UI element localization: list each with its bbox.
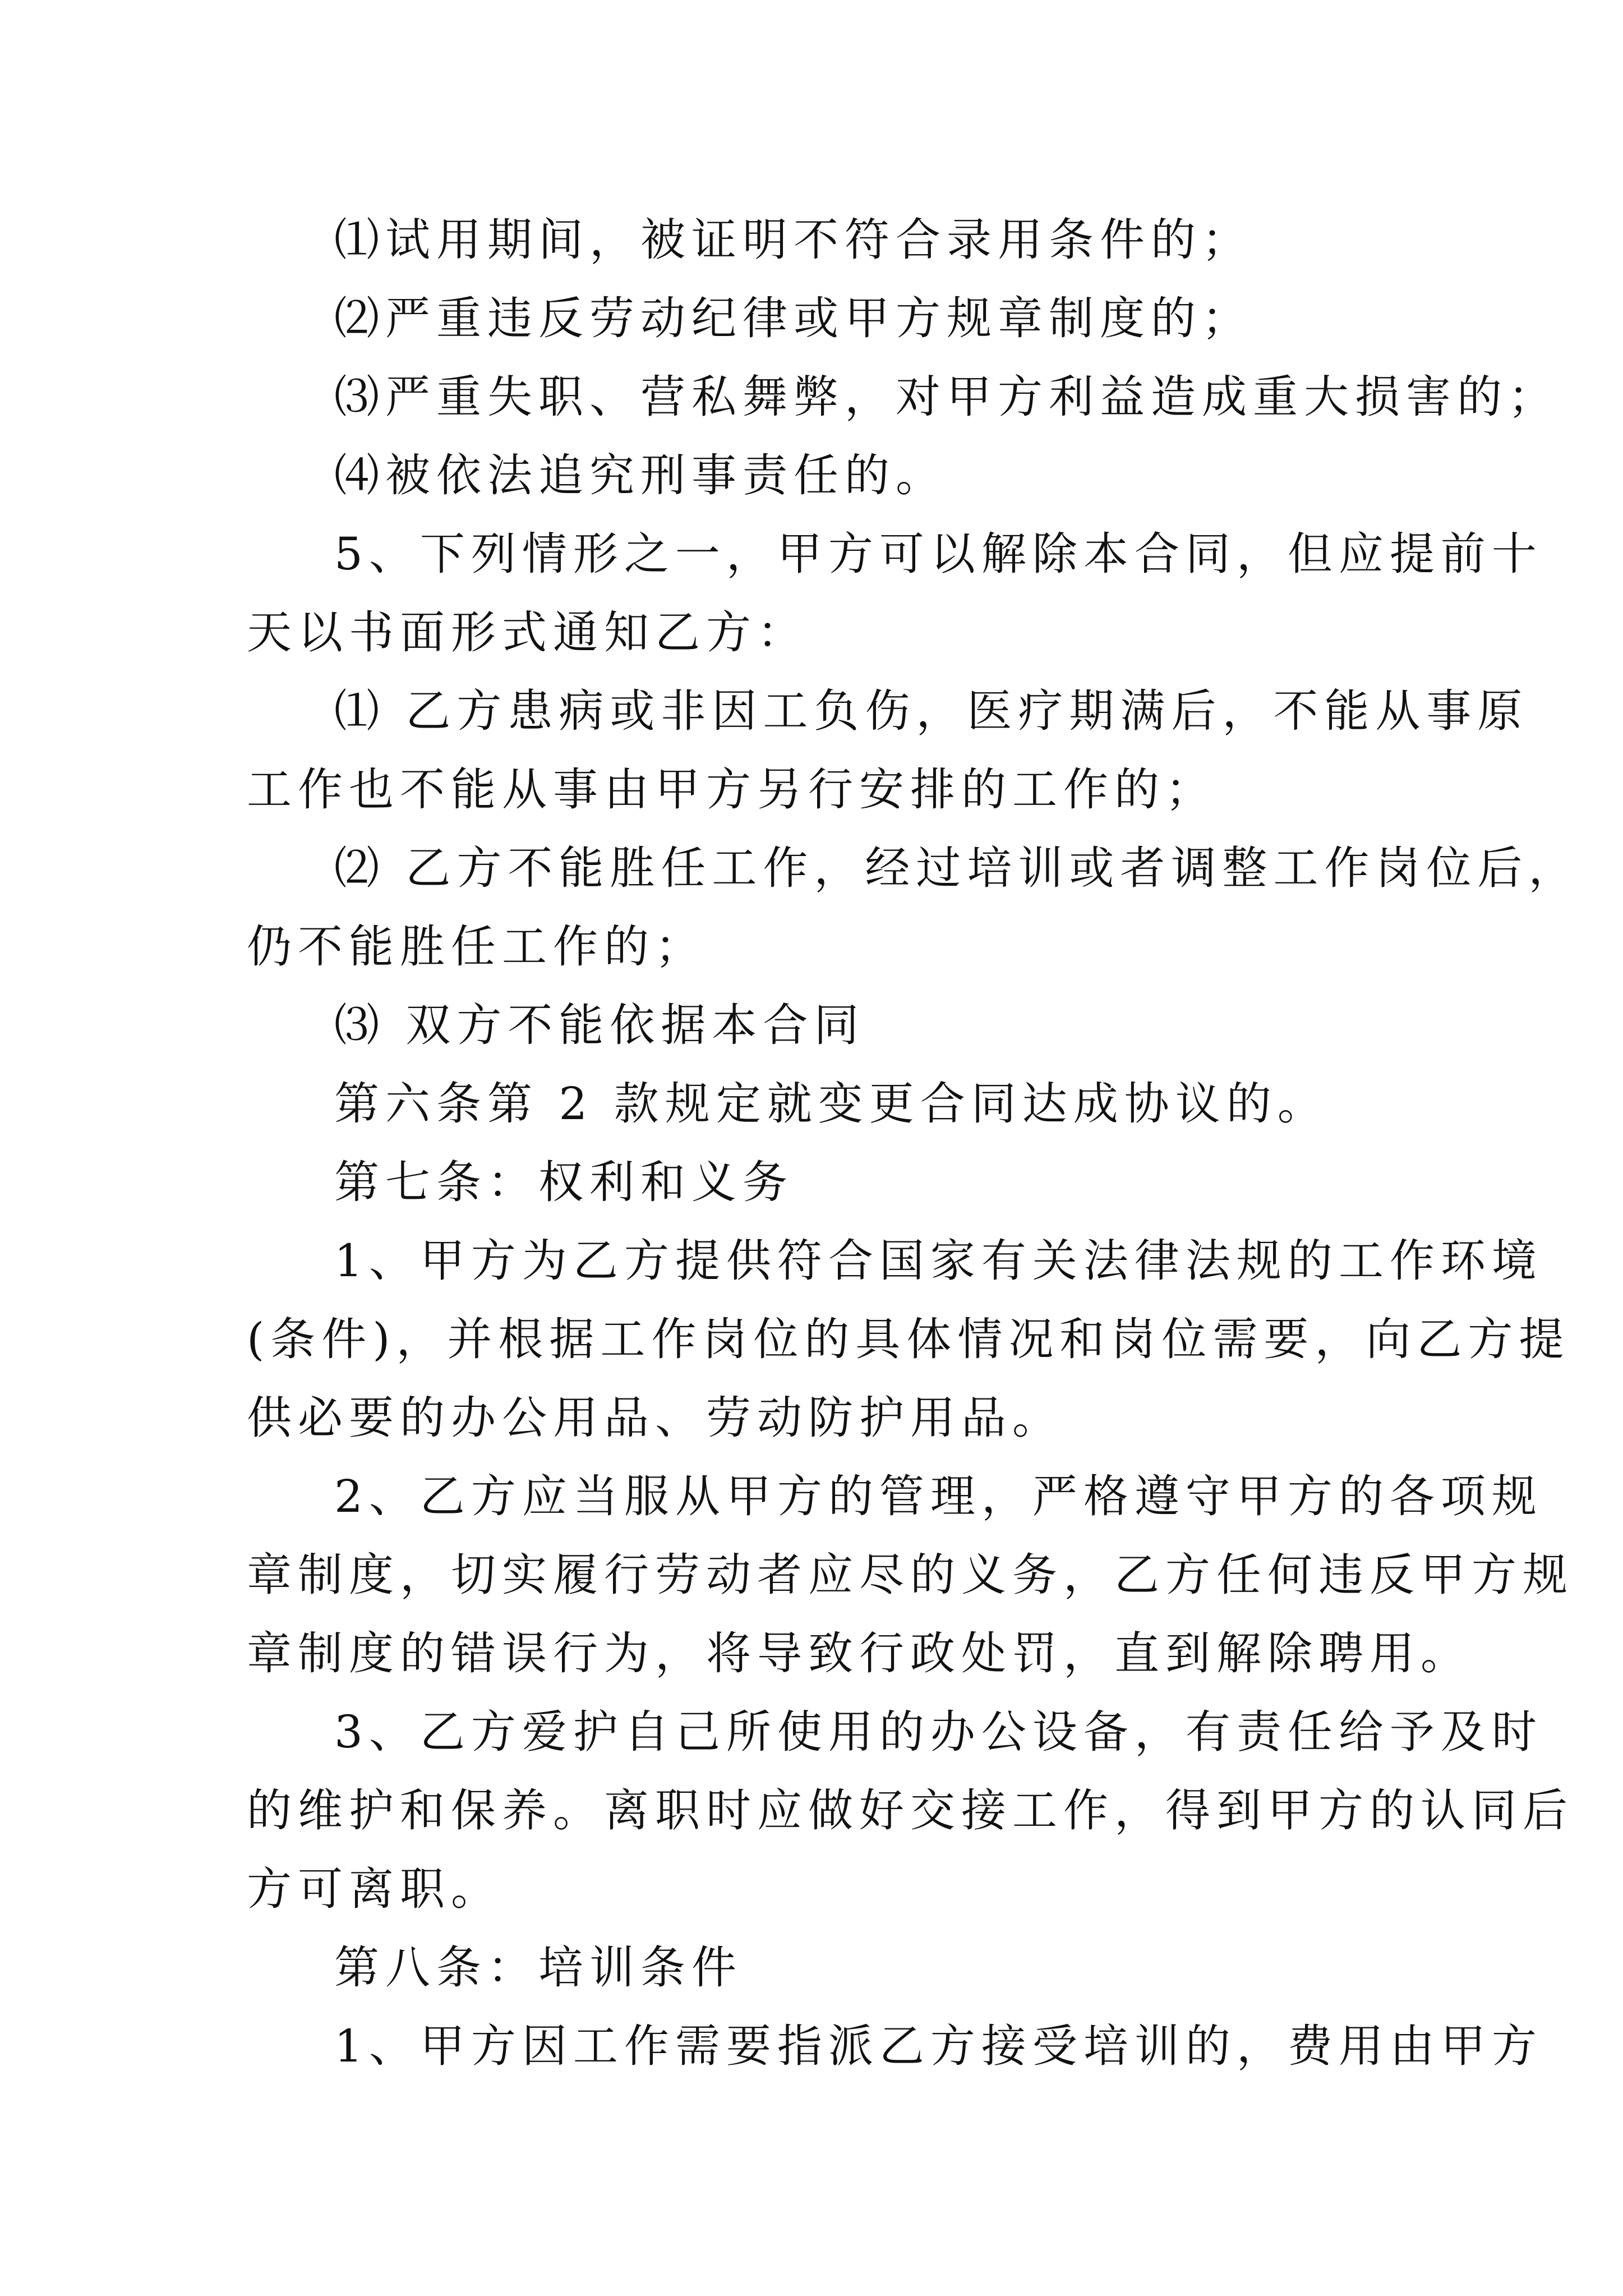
text-line: 章制度，切实履行劳动者应尽的义务，乙方任何违反甲方规 — [247, 1549, 1574, 1601]
text-line: ⑴试用期间，被证明不符合录用条件的； — [334, 214, 1253, 266]
text-line: 3、乙方爱护自己所使用的办公设备，有责任给予及时 — [334, 1706, 1543, 1758]
text-line: 工作也不能从事由甲方另行安排的工作的； — [247, 763, 1216, 816]
text-line: 5、下列情形之一，甲方可以解除本合同，但应提前十 — [334, 528, 1543, 580]
text-line: 供必要的办公用品、劳动防护用品。 — [247, 1392, 1063, 1444]
section-heading: 第七条：权利和义务 — [334, 1156, 794, 1208]
text-line: ⑶ 双方不能依据本合同 — [334, 999, 865, 1051]
text-line: ⑵ 乙方不能胜任工作，经过培训或者调整工作岗位后， — [334, 842, 1580, 894]
text-line: 1、甲方因工作需要指派乙方接受培训的，费用由甲方 — [334, 2020, 1543, 2072]
text-line: ⑴ 乙方患病或非因工负伤，医疗期满后，不能从事原 — [334, 685, 1529, 737]
text-line: 的维护和保养。离职时应做好交接工作，得到甲方的认同后 — [247, 1784, 1574, 1837]
text-line: 1、甲方为乙方提供符合国家有关法律法规的工作环境 — [334, 1235, 1543, 1287]
text-line: ⑵严重违反劳动纪律或甲方规章制度的； — [334, 292, 1253, 344]
text-line: ⑷被依法追究刑事责任的。 — [334, 449, 947, 501]
text-line: 2、乙方应当服从甲方的管理，严格遵守甲方的各项规 — [334, 1470, 1543, 1522]
section-heading: 第八条：培训条件 — [334, 1941, 743, 1994]
text-line: 章制度的错误行为，将导致行政处罚，直到解除聘用。 — [247, 1627, 1472, 1680]
text-line: 仍不能胜任工作的； — [247, 921, 706, 973]
text-line: 天以书面形式通知乙方： — [247, 606, 808, 659]
text-line: 方可离职。 — [247, 1863, 502, 1915]
text-line: ⑶严重失职、营私舞弊，对甲方利益造成重大损害的； — [334, 371, 1559, 423]
text-line: (条件)，并根据工作岗位的具体情况和岗位需要，向乙方提 — [247, 1313, 1570, 1365]
text-line: 第六条第 2 款规定就变更合同达成协议的。 — [334, 1078, 1329, 1130]
